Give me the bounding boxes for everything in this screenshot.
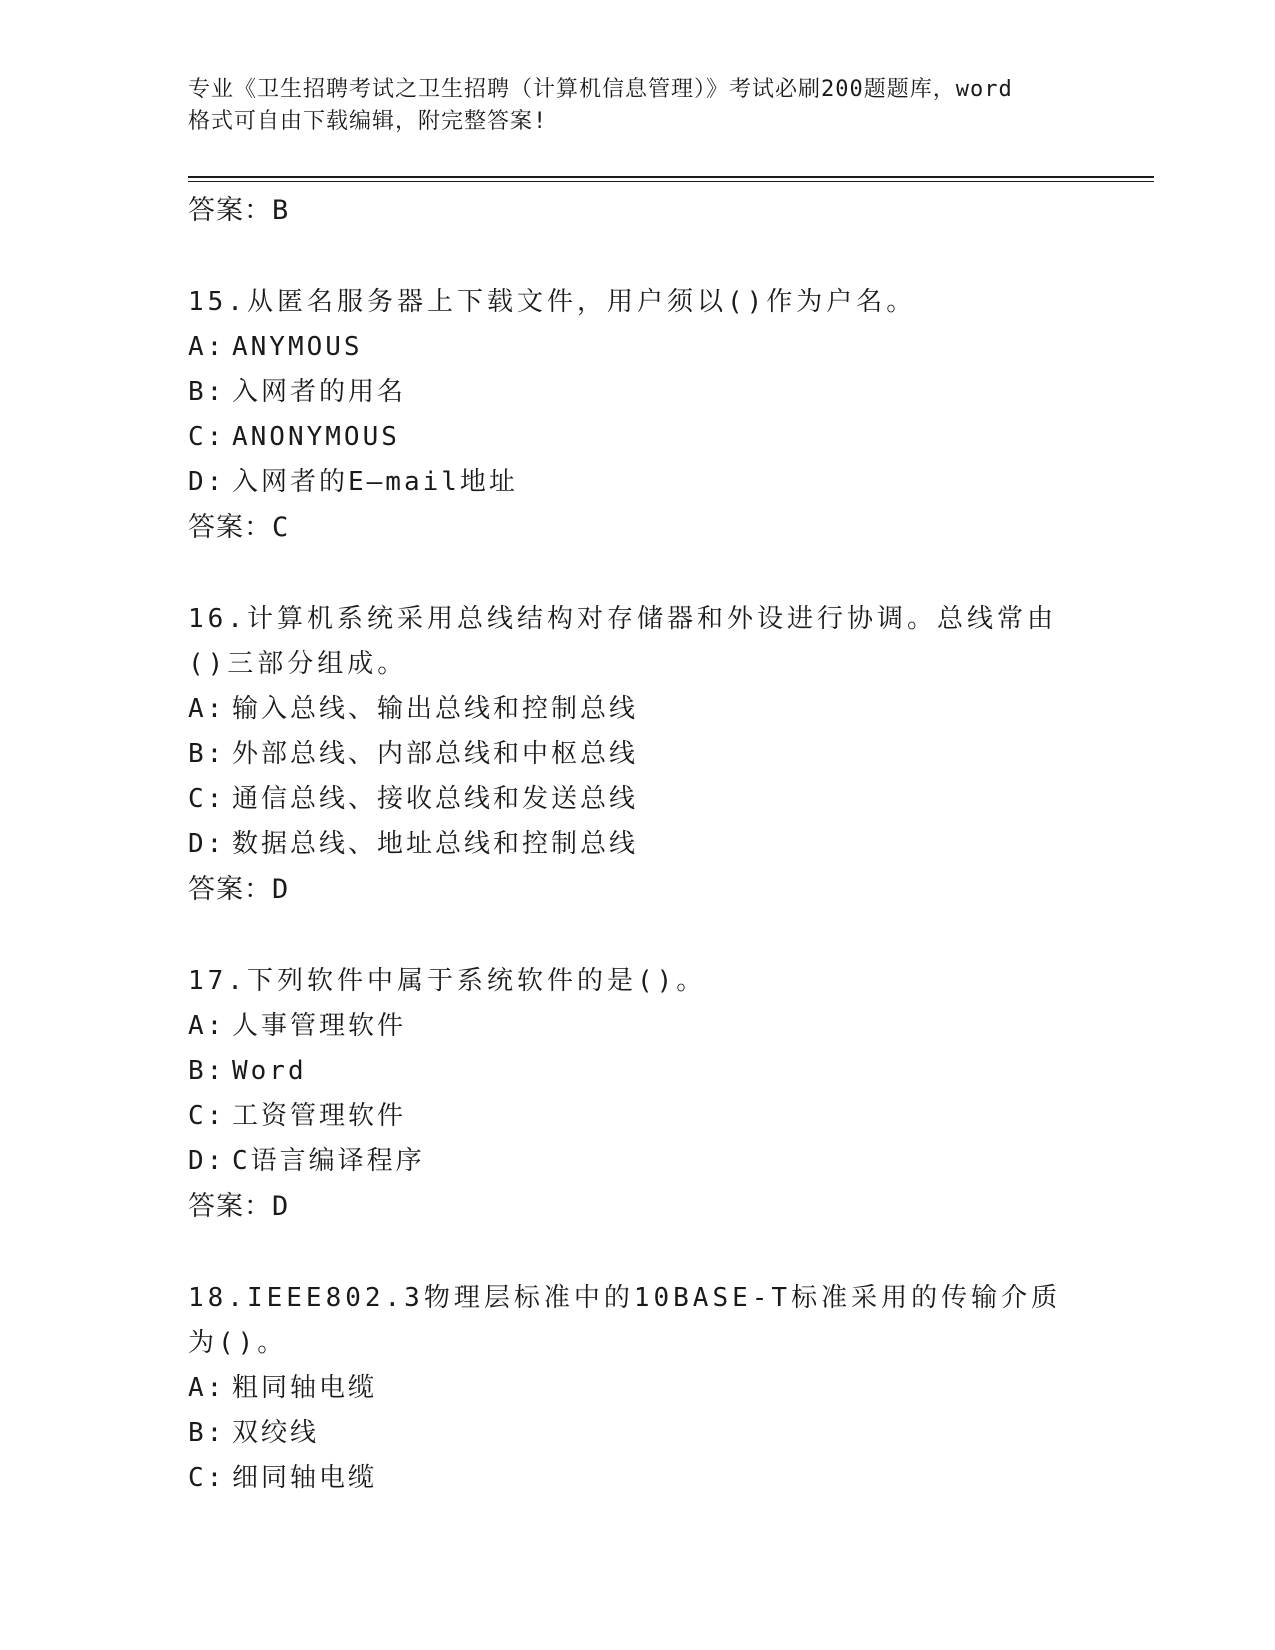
answer-line: 答案：C: [188, 512, 290, 543]
question-text: 16.计算机系统采用总线结构对存储器和外设进行协调。总线常由()三部分组成。: [188, 604, 1057, 679]
question-text: 15.从匿名服务器上下载文件，用户须以()作为户名。: [188, 287, 917, 317]
spacer: [188, 551, 1088, 597]
option-text: 双绞线: [232, 1418, 320, 1448]
option-letter: D:: [188, 1146, 226, 1176]
option-b: [188, 370, 1088, 415]
option-a: [188, 1366, 1088, 1411]
spacer: [188, 913, 1088, 959]
option-d: [188, 1139, 1088, 1184]
option-c: [188, 1456, 1088, 1501]
option-text: ANONYMOUS: [232, 422, 400, 452]
option-text: 粗同轴电缆: [232, 1373, 378, 1403]
option-a: [188, 325, 1088, 370]
option-text: 通信总线、接收总线和发送总线: [232, 784, 639, 814]
option-a: [188, 687, 1088, 732]
option-text: Word: [232, 1056, 307, 1086]
option-text: ANYMOUS: [232, 332, 363, 362]
option-letter: C:: [188, 422, 226, 452]
question-text: 17.下列软件中属于系统软件的是()。: [188, 966, 707, 996]
option-b: [188, 732, 1088, 777]
option-text: 入网者的用名: [232, 377, 407, 407]
option-letter: C:: [188, 1463, 226, 1493]
option-text: 细同轴电缆: [232, 1463, 378, 1493]
question-block: [188, 959, 1088, 1230]
option-text: 数据总线、地址总线和控制总线: [232, 829, 639, 859]
option-c: [188, 415, 1088, 460]
option-letter: B:: [188, 739, 226, 769]
option-letter: A:: [188, 694, 226, 724]
previous-answer: 答案：B: [188, 195, 290, 226]
option-a: [188, 1004, 1088, 1049]
option-text: 入网者的E—mail地址: [232, 467, 518, 497]
option-letter: A:: [188, 332, 226, 362]
option-c: [188, 1094, 1088, 1139]
spacer: [188, 234, 1088, 280]
header-rule-thin: [188, 181, 1154, 182]
answer-line: 答案：D: [188, 1191, 290, 1222]
option-text: 外部总线、内部总线和中枢总线: [232, 739, 639, 769]
option-letter: B:: [188, 377, 226, 407]
question-text: 18.IEEE802.3物理层标准中的10BASE-T标准采用的传输介质为()。: [188, 1283, 1062, 1358]
option-letter: C:: [188, 784, 226, 814]
question-list: [188, 188, 1088, 1501]
answer-line: 答案：D: [188, 874, 290, 905]
option-text: 输入总线、输出总线和控制总线: [232, 694, 639, 724]
document-header: [188, 74, 1088, 138]
option-d: [188, 822, 1088, 867]
option-text: 工资管理软件: [232, 1101, 407, 1131]
question-block: [188, 1276, 1088, 1501]
option-letter: B:: [188, 1418, 226, 1448]
spacer: [188, 1230, 1088, 1276]
header-line-1: 专业《卫生招聘考试之卫生招聘（计算机信息管理）》考试必刷200题题库，word: [188, 77, 1013, 102]
option-letter: A:: [188, 1373, 226, 1403]
option-letter: A:: [188, 1011, 226, 1041]
option-text: C语言编译程序: [232, 1146, 425, 1176]
option-d: [188, 460, 1088, 505]
option-b: [188, 1049, 1088, 1094]
option-b: [188, 1411, 1088, 1456]
option-letter: D:: [188, 467, 226, 497]
option-letter: C:: [188, 1101, 226, 1131]
option-letter: D:: [188, 829, 226, 859]
option-letter: B:: [188, 1056, 226, 1086]
header-rule-thick: [188, 176, 1154, 178]
question-block: [188, 597, 1088, 913]
option-text: 人事管理软件: [232, 1011, 407, 1041]
question-block: [188, 280, 1088, 551]
option-c: [188, 777, 1088, 822]
header-line-2: 格式可自由下载编辑，附完整答案!: [188, 109, 548, 134]
